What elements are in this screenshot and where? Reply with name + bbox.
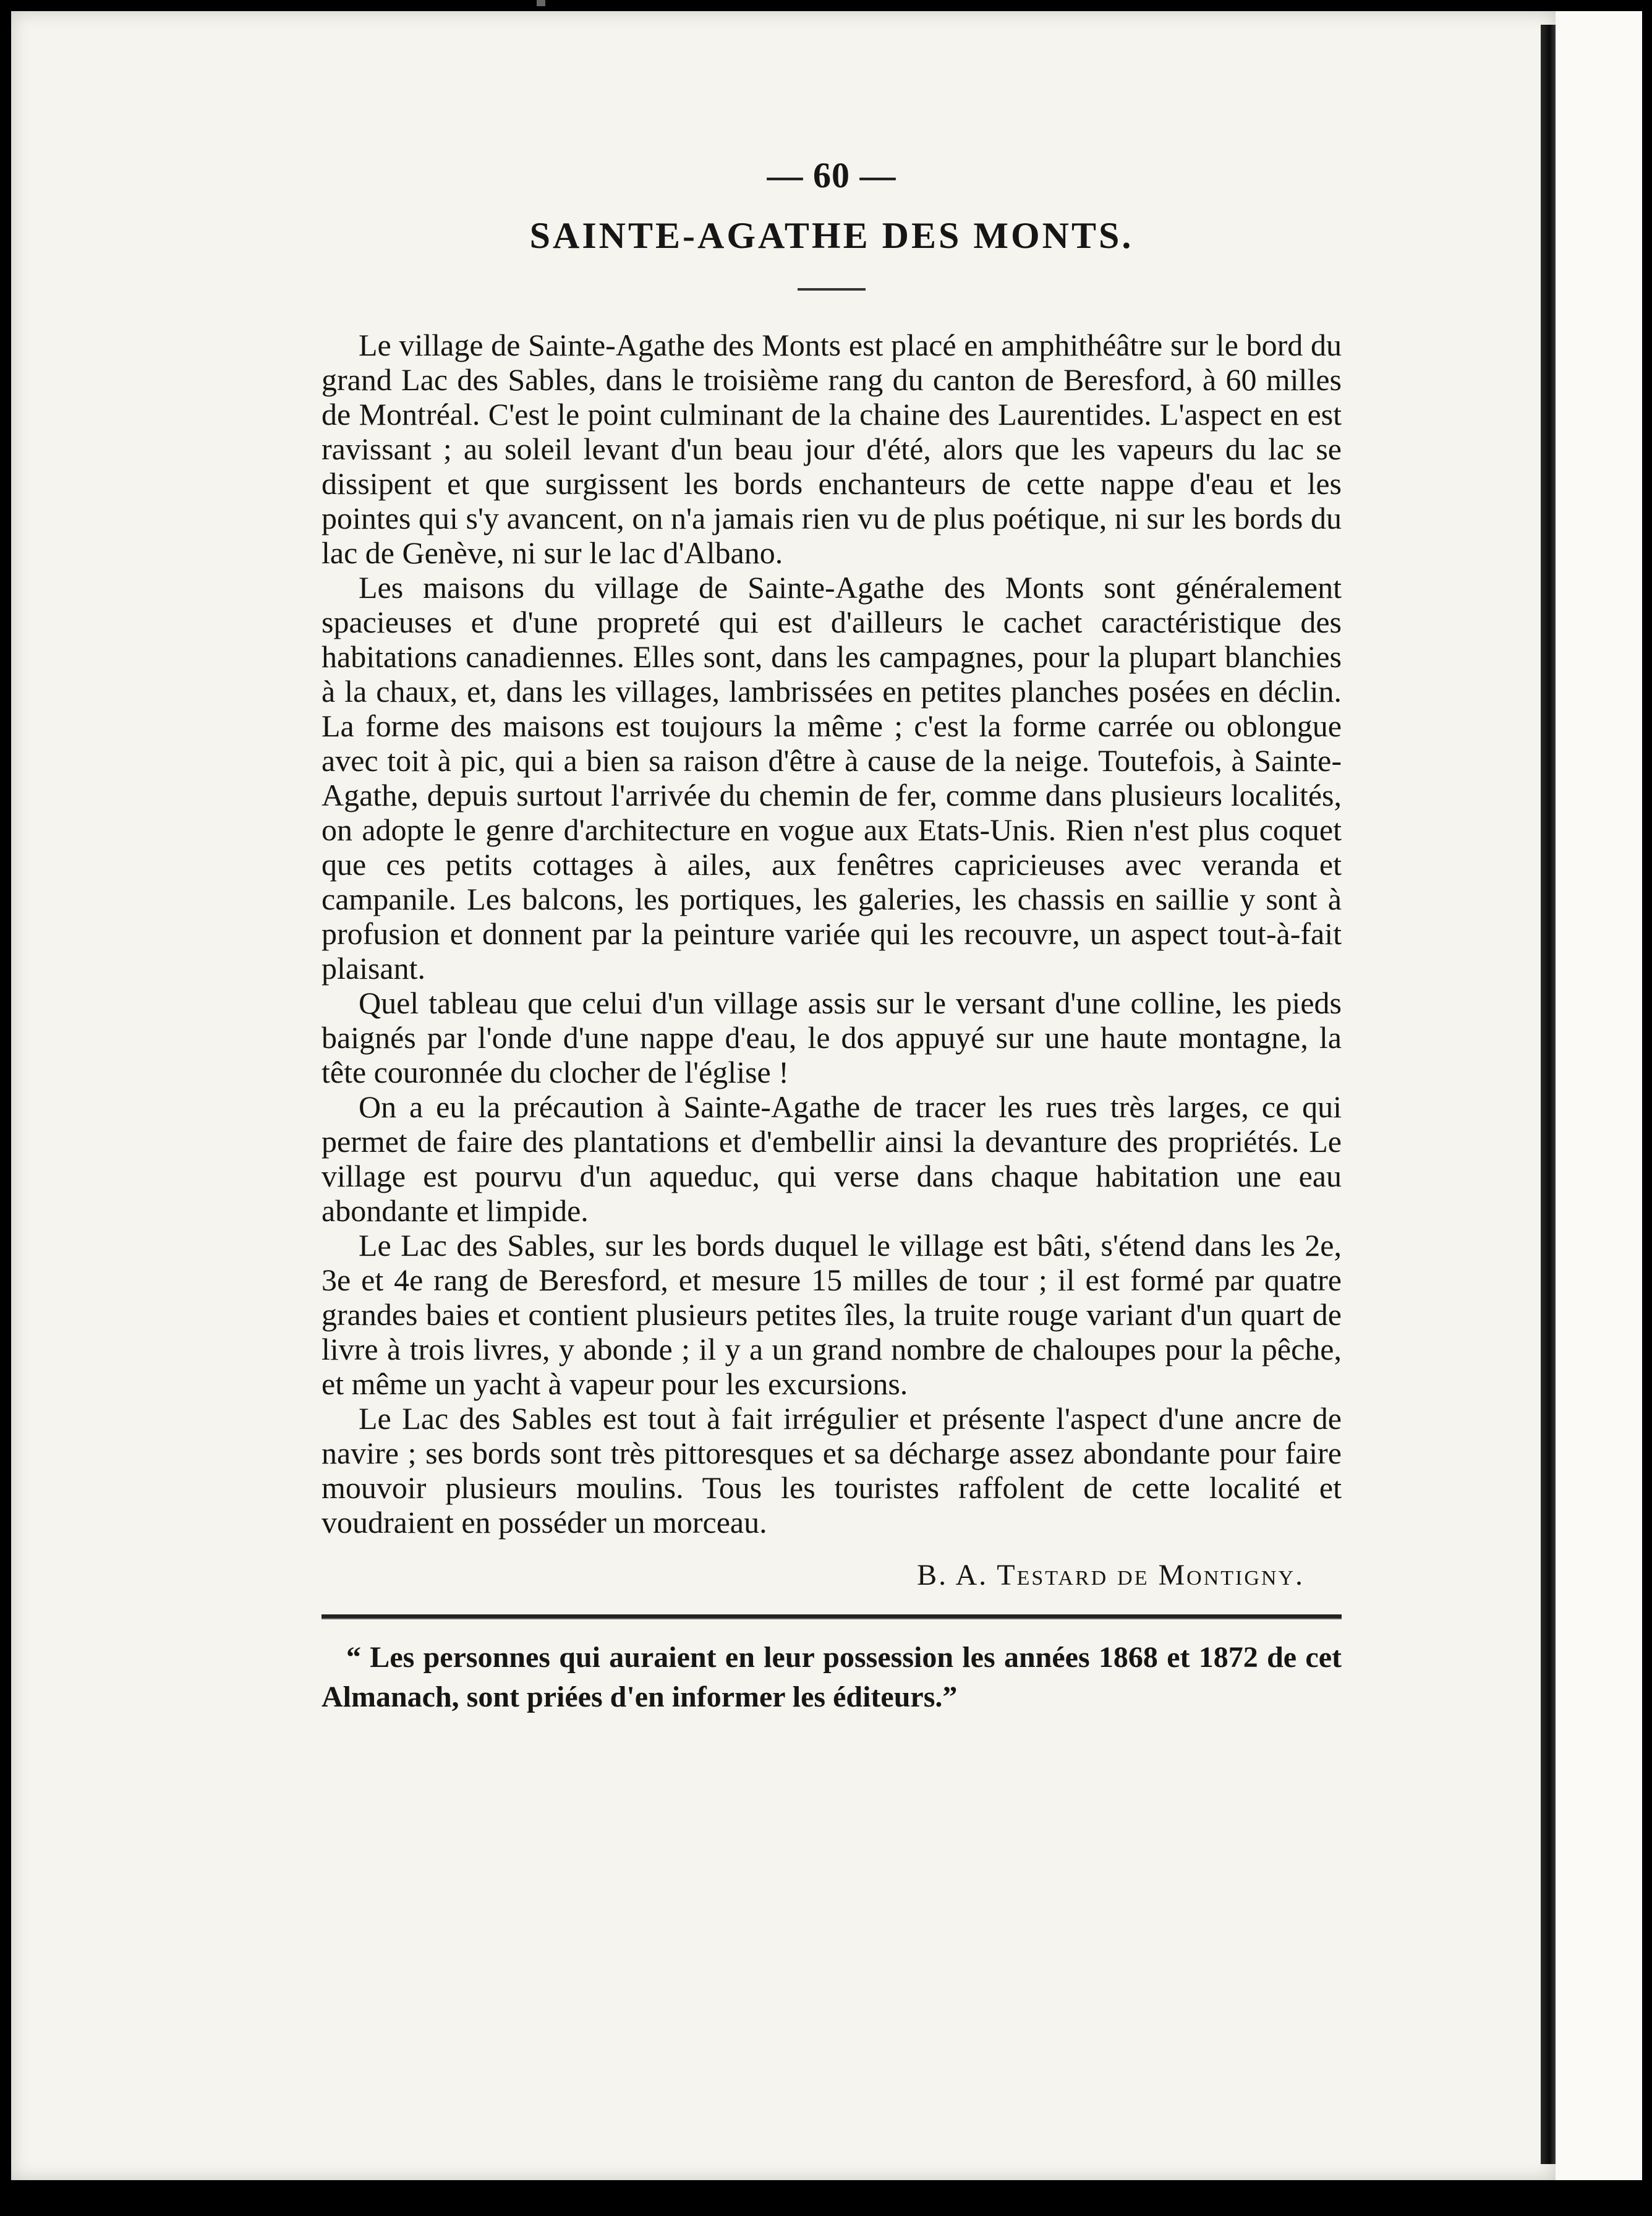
author-signature: B. A. Testard de Montigny. (917, 1559, 1305, 1592)
page-gutter-shadow (1541, 25, 1556, 2164)
paragraph: Quel tableau que celui d'un village assis sur le versant d'une colline, les pieds baignés par l'onde d'une nappe d'eau, le dos appuyé sur une haute montagne, la tête couronnée du clocher de l'église ! (321, 986, 1342, 1089)
adjacent-page-edge (1556, 11, 1642, 2180)
paragraph: Le Lac des Sables est tout à fait irrégulier et présente l'aspect d'une ancre de navire ; ses bords sont très pittoresques et sa décharge assez abondante pour faire mouvoir plusieurs moulins. Tous les touristes raffolent de cette localité et voudraient en posséder un morceau. (321, 1401, 1342, 1540)
paragraph: On a eu la précaution à Sainte-Agathe de tracer les rues très larges, ce qui permet de faire des plantations et d'embellir ainsi la devanture des propriétés. Le village est pourvu d'un aqueduc, qui verse dans chaque habitation une eau abondante et limpide. (321, 1089, 1342, 1228)
paragraph: Le village de Sainte-Agathe des Monts est placé en amphithéâtre sur le bord du grand Lac des Sables, dans le troisième rang du canton de Beresford, à 60 milles de Montréal. C'est le point culminant de la chaine des Laurentides. L'aspect en est ravissant ; au soleil levant d'un beau jour d'été, alors que les vapeurs du lac se dissipent et que surgissent les bords enchanteurs de cette nappe d'eau et les pointes qui s'y avancent, on n'a jamais rien vu de plus poétique, ni sur les bords du lac de Genève, ni sur le lac d'Albano. (321, 328, 1342, 570)
footer-note: “ Les personnes qui auraient en leur possession les années 1868 et 1872 de cet Almanach, sont priées d'en informer les éditeurs.” (321, 1641, 1342, 1713)
text-block (321, 155, 1342, 1717)
page-number: — 60 — (767, 155, 896, 195)
article-title: SAINTE-AGATHE DES MONTS. (529, 215, 1134, 256)
paragraph: Le Lac des Sables, sur les bords duquel le village est bâti, s'étend dans les 2e, 3e et 4e rang de Beresford, et mesure 15 milles de tour ; il est formé par quatre grandes baies et contient plusieurs petites îles, la truite rouge variant d'un quart de livre à trois livres, y abonde ; il y a un grand nombre de chaloupes pour la pêche, et même un yacht à vapeur pour les excursions. (321, 1228, 1342, 1401)
title-divider (798, 288, 866, 291)
footer-divider (321, 1614, 1342, 1619)
scan-speck (537, 0, 545, 6)
paragraph: Les maisons du village de Sainte-Agathe des Monts sont généralement spacieuses et d'une propreté qui est d'ailleurs le cachet caractéristique des habitations canadiennes. Elles sont, dans les campagnes, pour la plupart blanchies à la chaux, et, dans les villages, lambrissées en petites planches posées en déclin. La forme des maisons est toujours la même ; c'est la forme carrée ou oblongue avec toit à pic, qui a bien sa raison d'être à cause de la neige. Toutefois, à Sainte-Agathe, depuis surtout l'arrivée du chemin de fer, comme dans plusieurs localités, on adopte le genre d'architecture en vogue aux Etats-Unis. Rien n'est plus coquet que ces petits cottages à ailes, aux fenêtres capricieuses avec veranda et campanile. Les balcons, les portiques, les galeries, les chassis en saillie y sont à profusion et donnent par la peinture variée qui les recouvre, un aspect tout-à-fait plaisant. (321, 570, 1342, 986)
